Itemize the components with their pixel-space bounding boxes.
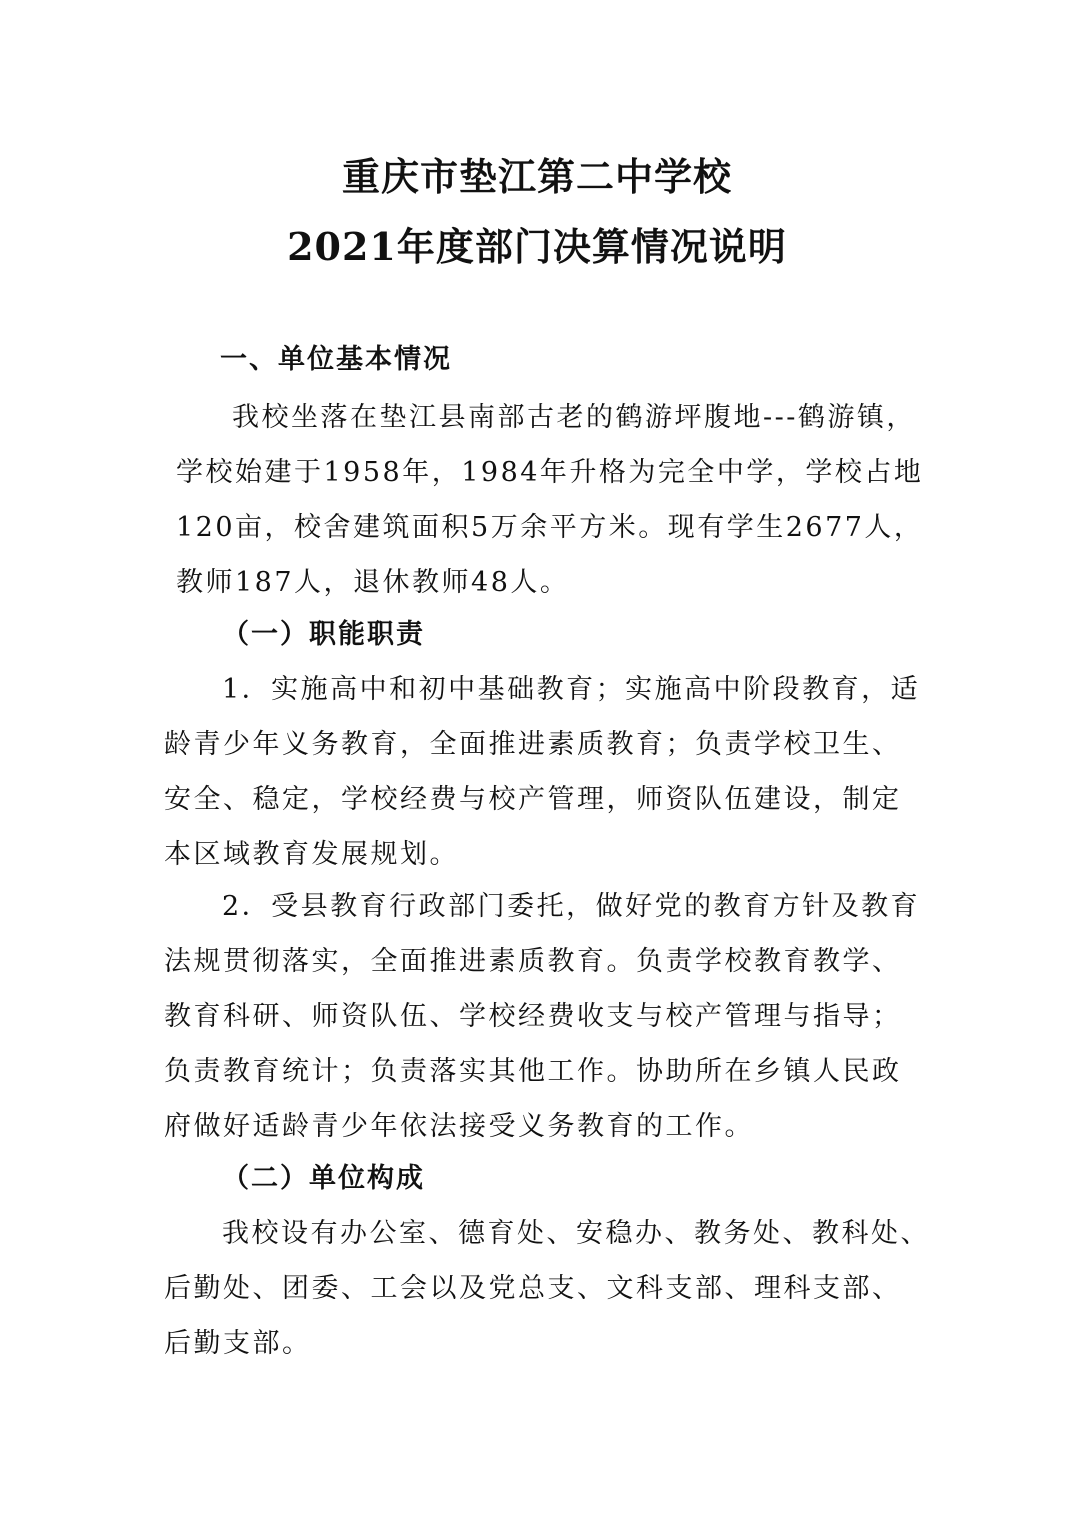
function-item-2-line-5: 府做好适龄青少年依法接受义务教育的工作。: [164, 1111, 754, 1142]
function-item-1-line-4: 本区域教育发展规划。: [164, 839, 459, 870]
function-item-1-line-1: 1．实施高中和初中基础教育；实施高中阶段教育，适: [222, 674, 921, 705]
document-title-line-2: 2021年度部门决算情况说明: [287, 224, 787, 269]
function-item-1-line-2: 龄青少年义务教育，全面推进素质教育；负责学校卫生、: [164, 729, 902, 760]
composition-line-1: 我校设有办公室、德育处、安稳办、教务处、教科处、: [222, 1218, 930, 1249]
subsection-heading-functions: （一）职能职责: [222, 619, 425, 650]
composition-line-3: 后勤支部。: [164, 1328, 312, 1359]
intro-line-3: 120亩，校舍建筑面积5万余平方米。现有学生2677人，: [176, 512, 924, 543]
function-item-2-line-2: 法规贯彻落实，全面推进素质教育。负责学校教育教学、: [164, 946, 902, 977]
intro-line-2: 学校始建于1958年，1984年升格为完全中学，学校占地: [176, 457, 924, 488]
function-item-2-line-4: 负责教育统计；负责落实其他工作。协助所在乡镇人民政: [164, 1056, 902, 1087]
function-item-2-line-1: 2．受县教育行政部门委托，做好党的教育方针及教育: [222, 891, 921, 922]
function-item-2-line-3: 教育科研、师资队伍、学校经费收支与校产管理与指导；: [164, 1001, 902, 1032]
subsection-heading-composition: （二）单位构成: [222, 1163, 425, 1194]
composition-line-2: 后勤处、团委、工会以及党总支、文科支部、理科支部、: [164, 1273, 902, 1304]
intro-line-1: 我校坐落在垫江县南部古老的鹤游坪腹地---鹤游镇，: [232, 402, 916, 433]
intro-line-4: 教师187人，退休教师48人。: [176, 567, 570, 598]
document-title-line-1: 重庆市垫江第二中学校: [341, 154, 732, 199]
section-heading-basic-info: 一、单位基本情况: [220, 344, 452, 375]
function-item-1-line-3: 安全、稳定，学校经费与校产管理，师资队伍建设，制定: [164, 784, 902, 815]
